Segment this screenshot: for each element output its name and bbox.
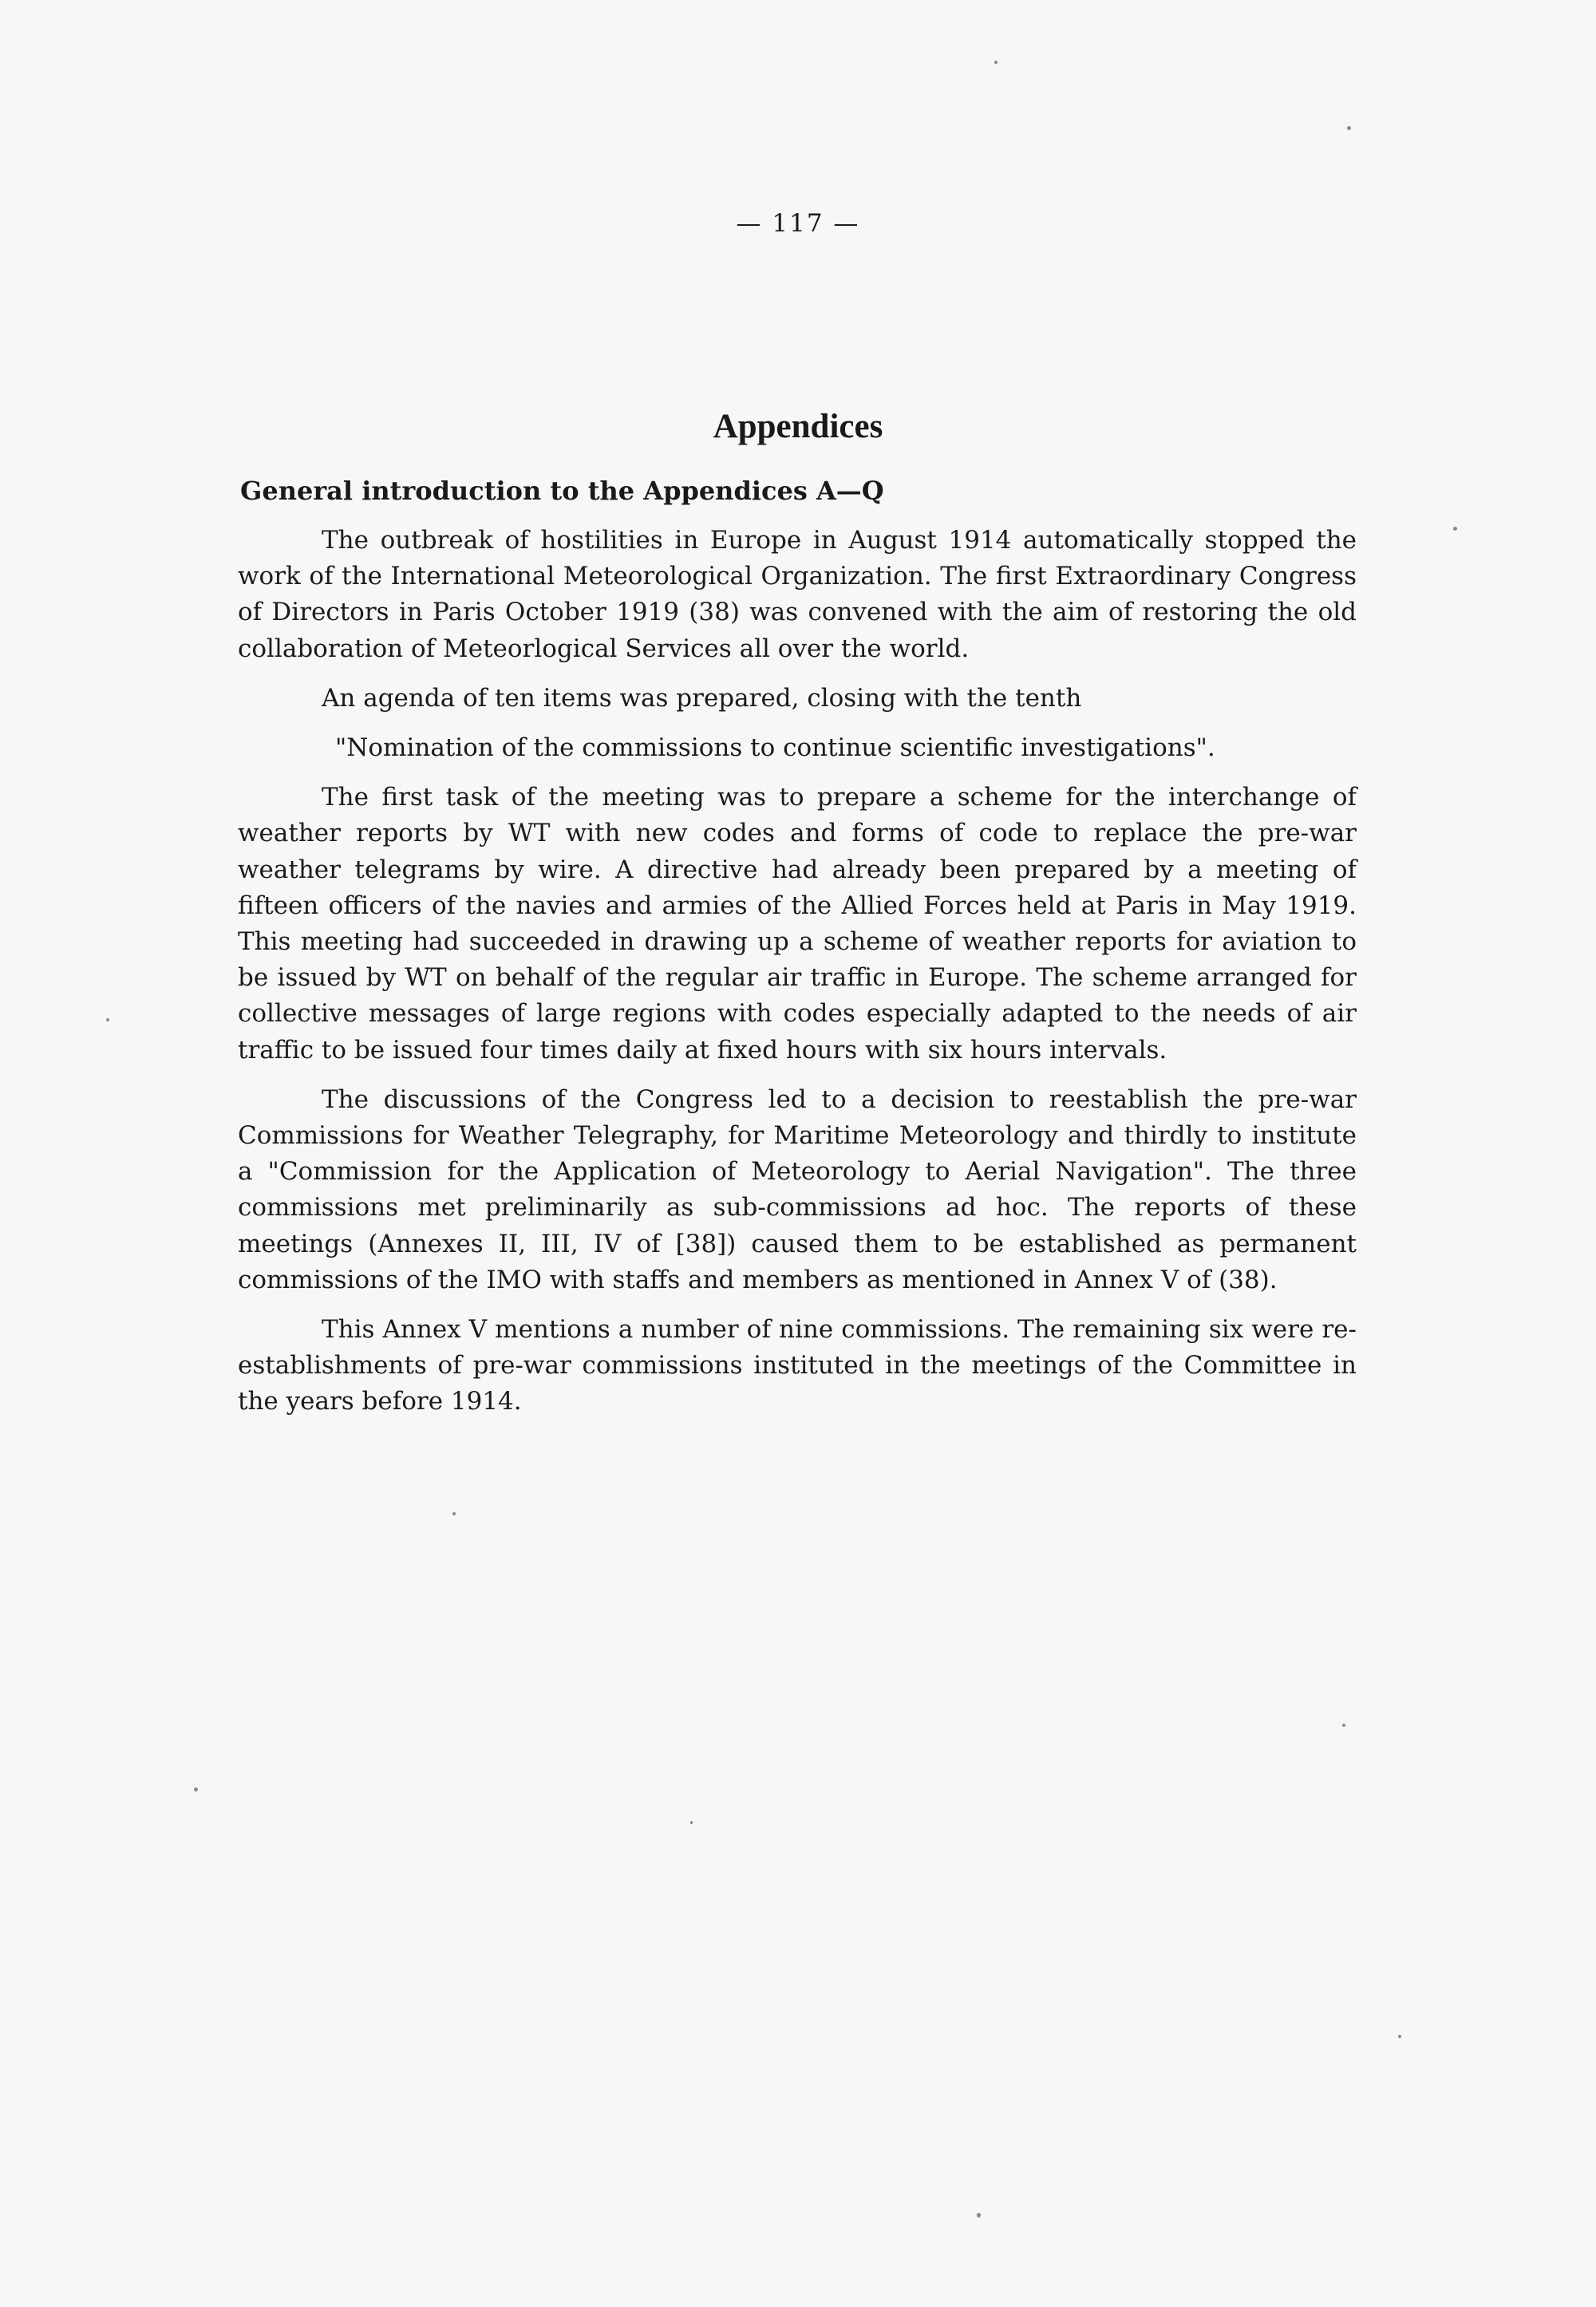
page-number: — 117 — — [736, 209, 860, 238]
scan-speck — [1347, 126, 1351, 130]
scan-speck — [977, 2213, 981, 2218]
scan-speck — [106, 1018, 109, 1021]
paragraph-nomination-quote: "Nomination of the commissions to continue scientific investigations". — [335, 733, 1215, 763]
scan-speck — [1453, 527, 1457, 531]
scan-speck — [690, 1821, 693, 1824]
paragraph-discussions: The discussions of the Congress led to a decision to reestablish the pre-war Commissions for Weather Telegraphy, for Maritime Meteorology and thirdly to institute a "Commission for the Application of Meteorology to Aerial Navigation". The three commissions met preliminarily as sub-commissions ad hoc. The reports of these meetings (Annexes II, III, IV of [38]) caused them to be established as permanent commissions of the IMO with staffs and members as mentioned in Annex V of (38). — [238, 1084, 1357, 1294]
scan-speck — [452, 1512, 456, 1515]
paragraph-agenda: An agenda of ten items was prepared, closing with the tenth — [322, 683, 1082, 713]
page-title: Appendices — [713, 408, 883, 445]
paragraph-first-task: The first task of the meeting was to prepare a scheme for the interchange of weather reports by WT with new codes and forms of code to replace the pre-war weather telegrams by wire. A directive had already been prepared by a meeting of fifteen officers of the navies and armies of the Allied Forces held at Paris in May 1919. This meeting had succeeded in drawing up a scheme of weather reports for aviation to be issued by WT on behalf of the regular air traffic in Europe. The scheme arranged for collective messages of large regions with codes especially adapted to the needs of air traffic to be issued four times daily at fixed hours with six hours intervals. — [238, 783, 1357, 1065]
paragraph-outbreak: The outbreak of hostilities in Europe in August 1914 automatically stopped the work of the International Meteorological Organization. The first Extraordinary Congress of Directors in Paris October 1919 (38) was convened with the aim of restoring the old collaboration of Meteorlogical Services all over the world. — [238, 526, 1357, 663]
scan-speck — [194, 1788, 198, 1791]
scan-speck — [1398, 2035, 1401, 2038]
scan-speck — [994, 61, 998, 64]
section-heading: General introduction to the Appendices A—Q — [240, 476, 884, 506]
scan-speck — [1342, 1724, 1345, 1727]
paragraph-annex-v: This Annex V mentions a number of nine commissions. The remaining six were re-establishments of pre-war commissions instituted in the meetings of the Committee in the years before 1914. — [238, 1315, 1357, 1416]
body-text — [238, 523, 1357, 1420]
